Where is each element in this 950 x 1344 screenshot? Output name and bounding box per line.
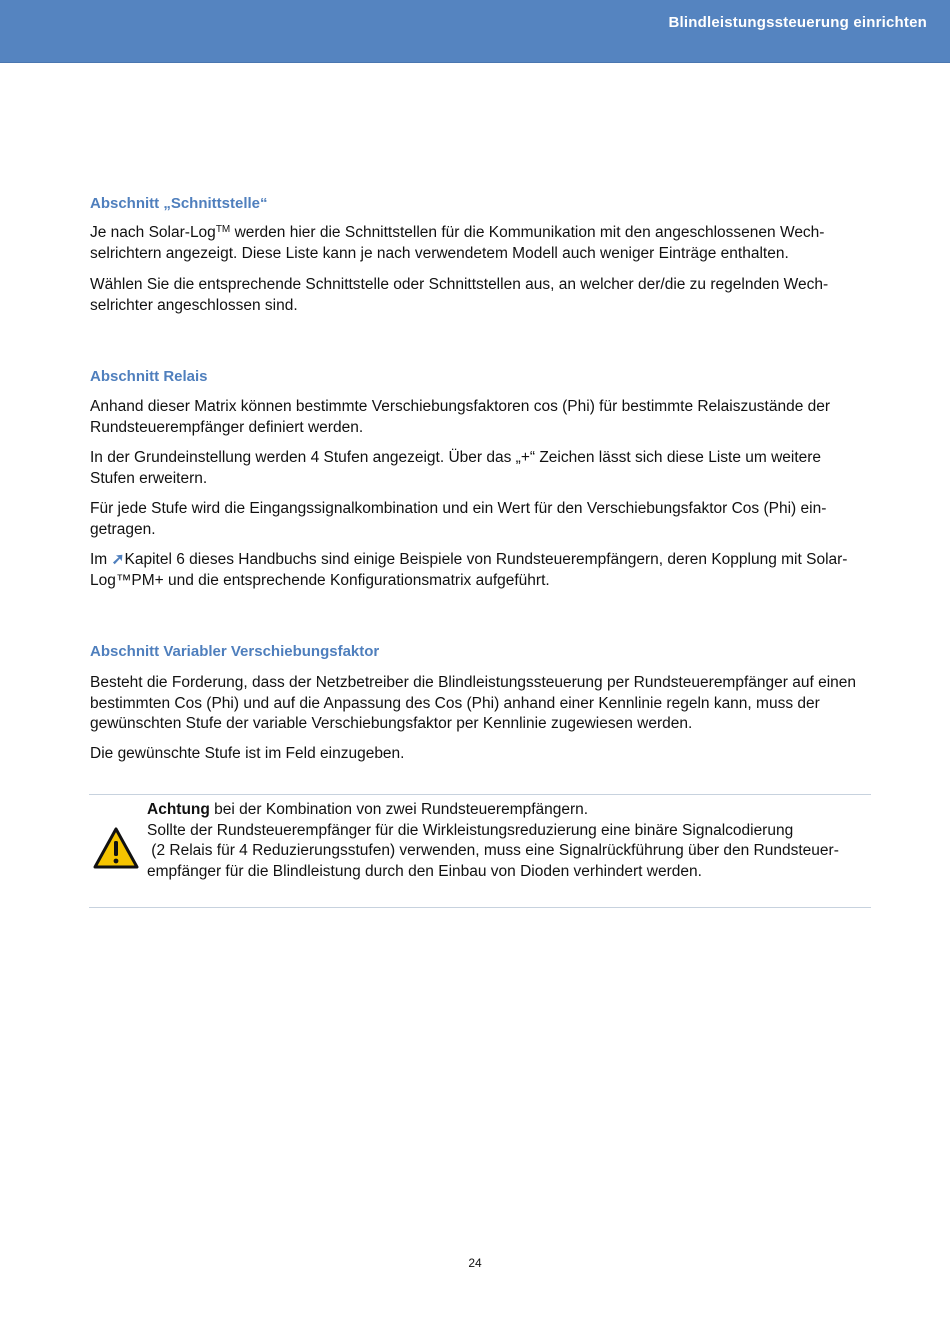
warning-top-divider (89, 794, 871, 795)
warning-text (147, 800, 867, 882)
link-arrow-icon[interactable]: ➚ (111, 551, 125, 568)
variabel-paragraph-2: Die gewünschte Stufe ist im Feld einzugeben. (90, 745, 405, 762)
page-header (0, 0, 950, 63)
header-title: Blindleistungssteuerung einrichten (668, 14, 927, 31)
warning-line-3: empfänger für die Blindleistung durch den Einbau von Dioden verhindert werden. (147, 862, 702, 880)
warning-bottom-divider (89, 907, 871, 908)
page-number: 24 (468, 1256, 482, 1270)
warning-line-1: Sollte der Rundsteuerempfänger für die Wirkleistungsreduzierung eine binäre Signalcodierung (147, 821, 794, 839)
warning-title: Achtung bei der Kombination von zwei Rundsteuerempfängern. (147, 801, 589, 818)
warning-triangle-icon (92, 826, 140, 870)
relais-paragraph-1: Anhand dieser Matrix können bestimmte Verschiebungsfaktoren cos (Phi) für bestimmte Relaiszustände der Rundsteuerempfänger definiert werden. (90, 398, 831, 436)
variabel-paragraph-1: Besteht die Forderung, dass der Netzbetreiber die Blindleistungssteuerung per Rundsteuerempfänger auf einen bestimmten Cos (Phi) und auf die Anpassung des Cos (Phi) anhand einer Kennlinie regeln kann, muss der gewünschten Stufe der variable Verschiebungsfaktor per Kennlinie zugewiesen werden. (90, 674, 857, 732)
relais-paragraph-4: Im ➚Kapitel 6 dieses Handbuchs sind einige Beispiele von Rundsteuerempfängern, deren Kopplung mit Solar-Log™PM+ und die entsprechende Konfigurationsmatrix aufgeführt. (90, 551, 848, 589)
heading-variabel: Abschnitt Variabler Verschiebungsfaktor (90, 643, 380, 660)
relais-paragraph-3: Für jede Stufe wird die Eingangssignalkombination und ein Wert für den Verschiebungsfaktor Cos (Phi) ein-getragen. (90, 500, 827, 538)
relais-paragraph-2: In der Grundeinstellung werden 4 Stufen angezeigt. Über das „+“ Zeichen lässt sich diese Liste um weitere Stufen erweitern. (90, 449, 822, 487)
heading-schnittstelle: Abschnitt „Schnittstelle“ (90, 195, 268, 212)
heading-relais: Abschnitt Relais (90, 368, 208, 385)
warning-line-2: (2 Relais für 4 Reduzierungsstufen) verwenden, muss eine Signalrückführung über den Rundsteuer- (147, 842, 839, 859)
schnittstelle-paragraph-1: Je nach Solar-Log™ werden hier die Schnittstellen für die Kommunikation mit den angeschlossenen Wech-selrichtern angezeigt. Diese Liste kann je nach verwendetem Modell auch weniger Einträge enthalten. (90, 224, 825, 262)
schnittstelle-paragraph-2: Wählen Sie die entsprechende Schnittstelle oder Schnittstellen aus, an welcher der/die zu regelnden Wech-selrichter angeschlossen sind. (90, 276, 829, 314)
